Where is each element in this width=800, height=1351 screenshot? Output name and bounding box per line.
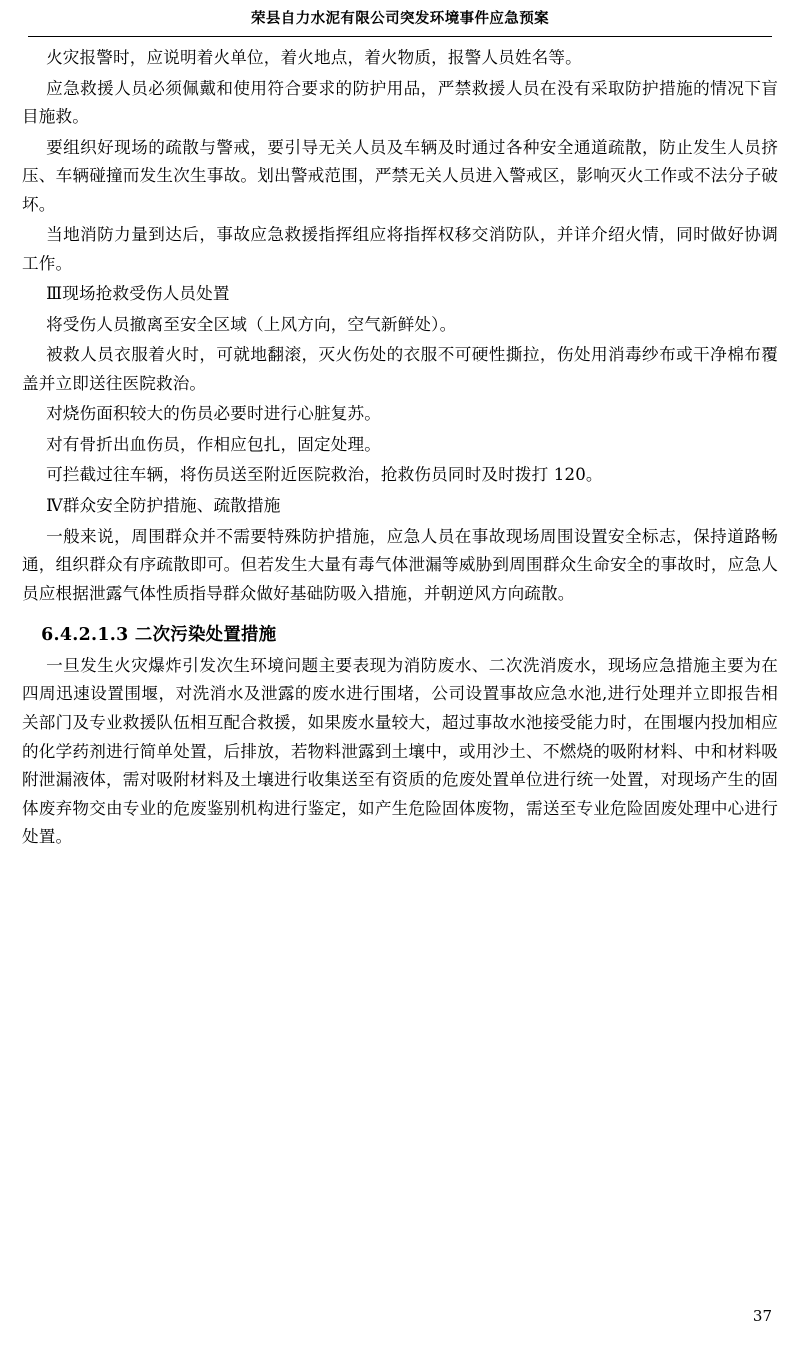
paragraph: 一般来说，周围群众并不需要特殊防护措施，应急人员在事故现场周围设置安全标志，保持道路畅通，组织群众有序疏散即可。但若发生大量有毒气体泄漏等威胁到周围群众生命安全的事故时，应急人员应根据泄露气体性质指导群众做好基础防吸入措施，并朝逆风方向疏散。 [22, 526, 778, 603]
subsection-heading-3: Ⅲ现场抢救受伤人员处置 [46, 284, 230, 304]
paragraph: 将受伤人员撤离至安全区域（上风方向，空气新鲜处）。 [46, 314, 457, 334]
page-number: 37 [752, 1307, 772, 1325]
paragraph: 对烧伤面积较大的伤员必要时进行心脏复苏。 [46, 404, 381, 424]
header-title: 荣县自力水泥有限公司突发环境事件应急预案 [251, 10, 549, 27]
paragraph: 应急救援人员必须佩戴和使用符合要求的防护用品，严禁救援人员在没有采取防护措施的情况下盲目施救。 [22, 78, 778, 127]
subsection-heading-4: Ⅳ群众安全防护措施、疏散措施 [46, 495, 281, 515]
paragraph: 可拦截过往车辆，将伤员送至附近医院救治，抢救伤员同时及时拨打 120。 [46, 465, 603, 485]
paragraph: 要组织好现场的疏散与警戒，要引导无关人员及车辆及时通过各种安全通道疏散，防止发生人员挤压、车辆碰撞而发生次生事故。划出警戒范围，严禁无关人员进入警戒区，影响灭火工作或不法分子破坏。 [22, 137, 778, 214]
paragraph: 一旦发生火灾爆炸引发次生环境问题主要表现为消防废水、二次洗消废水，现场应急措施主要为在四周迅速设置围堰，对洗消水及泄露的废水进行围堵，公司设置事故应急水池,进行处理并立即报告相关部门及专业救援队伍相互配合救援，如果废水量较大，超过事故水池接受能力时，在围堰内投加相应的化学药剂进行简单处置，后排放，若物料泄露到土壤中，或用沙土、不燃烧的吸附材料、中和材料吸附泄漏液体，需对吸附材料及土壤进行收集送至有资质的危废处置单位进行统一处置，对现场产生的固体废弃物交由专业的危废鉴别机构进行鉴定，如产生危险固体废物，需送至专业危险固废处理中心进行处置。 [22, 655, 778, 847]
paragraph: 对有骨折出血伤员，作相应包扎，固定处理。 [46, 434, 381, 454]
section-heading: 6.4.2.1.3 二次污染处置措施 [41, 625, 277, 646]
paragraph: 火灾报警时，应说明着火单位，着火地点，着火物质，报警人员姓名等。 [46, 48, 582, 67]
page-body [22, 44, 778, 854]
header-divider [28, 36, 772, 37]
paragraph: 被救人员衣服着火时，可就地翻滚，灭火伤处的衣服不可硬性撕拉，伤处用消毒纱布或干净棉布覆盖并立即送往医院救治。 [22, 345, 778, 393]
page-header [0, 0, 800, 37]
paragraph: 当地消防力量到达后，事故应急救援指挥组应将指挥权移交消防队，并详介绍火情，同时做好协调工作。 [22, 225, 778, 273]
